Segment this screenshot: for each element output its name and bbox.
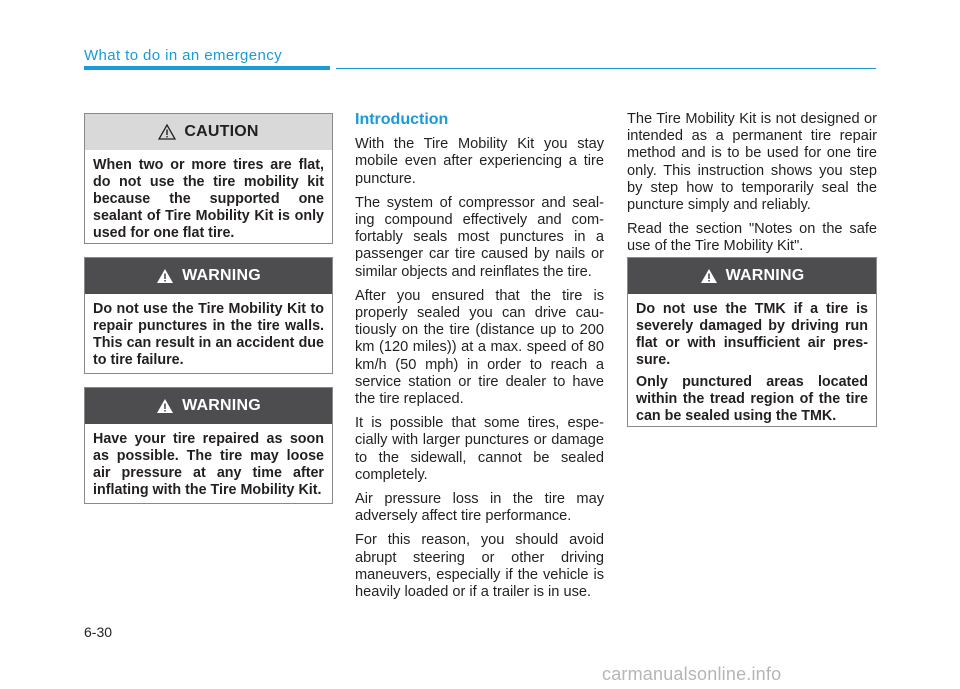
page-number: 6-30 [84, 624, 113, 640]
caution-text-block [85, 150, 332, 250]
warning-header [85, 388, 332, 424]
intro-paragraph: With the Tire Mobility Kit you stay mobile even after experiencing a tire puncture. [355, 136, 604, 187]
introduction-heading: Introduction [355, 111, 449, 128]
warning-text-block [628, 294, 876, 433]
warning-header [85, 258, 332, 294]
caution-header [85, 114, 332, 150]
intro-paragraph: It is possible that some tires, especially with larger punctures or damage to the sidewall, cannot be sealed completely. [355, 415, 604, 483]
warning-box-repair-soon [84, 387, 333, 504]
watermark: carmanualsonline.info [602, 664, 782, 684]
intro-paragraph: Air pressure loss in the tire may adversely affect tire performance. [355, 491, 604, 525]
warning-triangle-icon [156, 398, 174, 414]
warning-label: WARNING [182, 397, 261, 414]
caution-text: When two or more tires are flat, do not use the tire mobility kit because the supported one sealant of Tire Mobility Kit is only used for one flat tire. [93, 157, 324, 241]
warning-header [628, 258, 876, 294]
warning-label: WARNING [725, 267, 805, 284]
warning-text: Have your tire repaired as soon as possible. The tire may loose air pressure at any time after inflating with the Tire Mobility Kit. [93, 431, 324, 498]
warning-text-block [85, 294, 332, 377]
caution-box [84, 113, 333, 244]
warning-text-block [85, 424, 332, 507]
warning-text: Do not use the Tire Mobility Kit to repair punctures in the tire walls. This can result in an accident due to tire failure. [93, 301, 324, 368]
right-paragraph: Read the section "Notes on the safe use of the Tire Mobility Kit". [627, 221, 877, 255]
introduction-column [355, 111, 604, 608]
intro-paragraph: After you ensured that the tire is properly sealed you can drive cautiously on the tire (distance up to 200 km (120 miles)) at a max. speed of 80 km/h (50 mph) in order to reach a service station or tire dealer to have the tire replaced. [355, 287, 604, 408]
warning-label: WARNING [182, 267, 261, 284]
warning-text: Do not use the TMK if a tire is severely damaged by driving run flat or with insufficient air pressure. [636, 301, 868, 368]
right-column [627, 111, 877, 263]
header-rule-thick [84, 66, 330, 70]
right-paragraph: The Tire Mobility Kit is not designed or intended as a permanent tire repair method and is to be used for one tire only. This instruction shows you step by step how to temporarily seal the puncture simply and reliably. [627, 111, 877, 214]
header-rule-thin [336, 68, 876, 69]
warning-text: Only punctured areas located within the tread region of the tire can be sealed using the TMK. [636, 374, 868, 424]
warning-box-tmk [627, 257, 877, 427]
caution-label: CAUTION [184, 123, 259, 140]
warning-triangle-icon [700, 268, 718, 284]
warning-triangle-icon [156, 268, 174, 284]
intro-paragraph: The system of compressor and sealing compound effectively and comfortably seals most punctures in a passenger car tire caused by nails or similar objects and reinflates the tire. [355, 194, 604, 280]
intro-paragraph: For this reason, you should avoid abrupt steering or other driving maneuvers, especially if the vehicle is heavily loaded or if a trailer is in use. [355, 532, 604, 601]
caution-triangle-icon [158, 124, 176, 140]
section-title: What to do in an emergency [84, 47, 283, 64]
warning-box-tire-walls [84, 257, 333, 374]
